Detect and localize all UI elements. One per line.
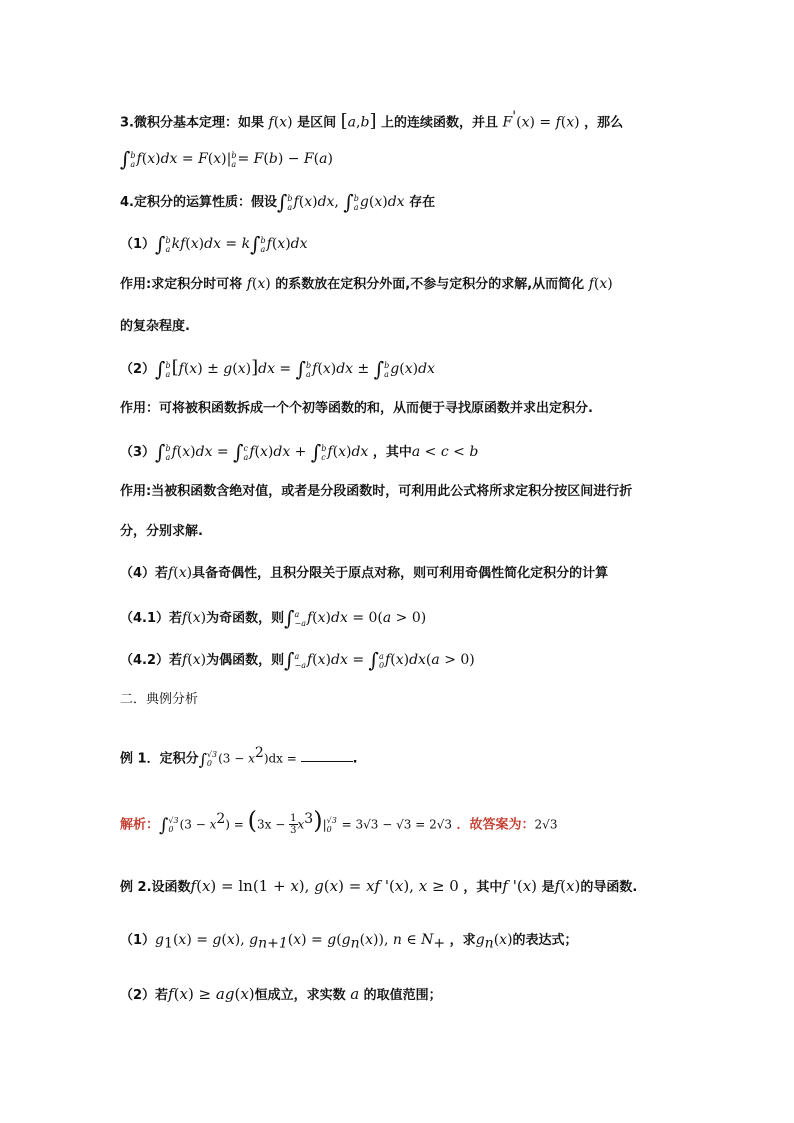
property-1-line: （1）∫ b a kf(x)dx = k∫ b a f(x)dx [120, 232, 308, 256]
property-4-label: 4.定积分的运算性质：假设 [120, 195, 277, 210]
property-4-1-line: （4.1）若f(x)为奇函数，则∫ a −a f(x)dx = 0(a > 0) [120, 606, 427, 630]
example-1-line: 例 1．定积分∫ √3 0 $(3 - x^2)dx$ = . [120, 745, 358, 770]
formula-fx: f [268, 114, 274, 131]
question-1-line: $(1)g_1(x) = g(x)$, $g_{n+1}(x) = g(g_n(x))$, n ∈ $N_+$ ，求$g_n(x)$的表达式； [120, 932, 578, 952]
property-1-number: （1） [120, 237, 156, 252]
question-2-line: （2）若f(x) ≥ ag(x)恒成立，求实数 a 的取值范围； [120, 985, 442, 1003]
usage-1-line-a: 作用:求定积分时可将 f(x) 的系数放在定积分外面,不参与定积分的求解,从而简化 f(x) [120, 276, 613, 292]
section-heading: 二．典例分析 [120, 692, 199, 707]
property-4-text: 存在 [409, 195, 436, 210]
integral-sign: ∫ [120, 147, 131, 171]
usage-1-line-b: 的复杂程度. [120, 319, 190, 334]
property-4-parity-line: （4）若f(x)具备奇偶性，且积分限关于原点对称，则可利用奇偶性简化定积分的计算 [120, 565, 609, 581]
usage-2-line: 作用：可将被积函数拆成一个个初等函数的和，从而便于寻找原函数并求出定积分. [120, 401, 593, 416]
property-4-2-line: （4.2）若f(x)为偶函数，则∫ a −a f(x)dx = ∫ a 0 f(x)dx(a > 0) [120, 648, 475, 672]
usage-3-line-a: 作用:当被积函数含绝对值，或者是分段函数时，可利用此公式将所求定积分按区间进行折 [120, 484, 633, 499]
property-3-line: （3）∫ b a f(x)dx = ∫ c a f(x)dx + ∫ b c f(x)dx ，其中a < c < b [120, 440, 479, 464]
answer-value: 2√3 [534, 817, 558, 832]
example-2-line: 例 2.设函数f(x) = ln(1 + x), g(x) = xf '(x), x ≥ 0 ，其中f '(x) 是f(x)的导函数. [120, 877, 638, 895]
property-3-number: （3） [120, 445, 156, 460]
ftc-formula-line: ∫ b a f(x)dx = F(x)| b a = F(b) − F(a) [120, 147, 333, 171]
property-2-line: （2）∫ b a [f(x) ± g(x)]dx = ∫ b a f(x)dx ± ∫ b a g(x)dx [120, 357, 435, 381]
theorem-3-line: 3.微积分基本定理：如果 f(x) 是区间 [a,b] 上的连续函数，并且 F'(x) = f(x) ，那么 [120, 109, 624, 132]
ftc-formula: f [136, 151, 142, 167]
property-4-line: 4.定积分的运算性质：假设∫ b a f(x)dx, ∫ b a g(x)dx 存在 [120, 190, 436, 214]
theorem-3-text-1: 是区间 [297, 115, 337, 131]
formula-Fprime: F [502, 114, 513, 131]
theorem-3-text-2: 上的连续函数，并且 [381, 115, 499, 131]
solution-1-line: 解析：∫ √3 0 $(3 - x^2) = (3x$ − $\frac{1}{3}$ $x^3)|$ √3 0 = 3√3 − √3 = 2√3 ．故答案为：2√3 [120, 806, 558, 837]
answer-label: ．故答案为： [456, 817, 535, 833]
solution-label: 解析： [120, 817, 160, 833]
usage-3-line-b: 分，分别求解. [120, 524, 203, 539]
formula-interval: [ [340, 110, 348, 132]
theorem-3-text-3: ，那么 [584, 115, 624, 131]
theorem-3-label: 3.微积分基本定理：如果 [120, 115, 264, 131]
answer-blank [301, 749, 353, 762]
property-2-number: （2） [120, 362, 156, 377]
